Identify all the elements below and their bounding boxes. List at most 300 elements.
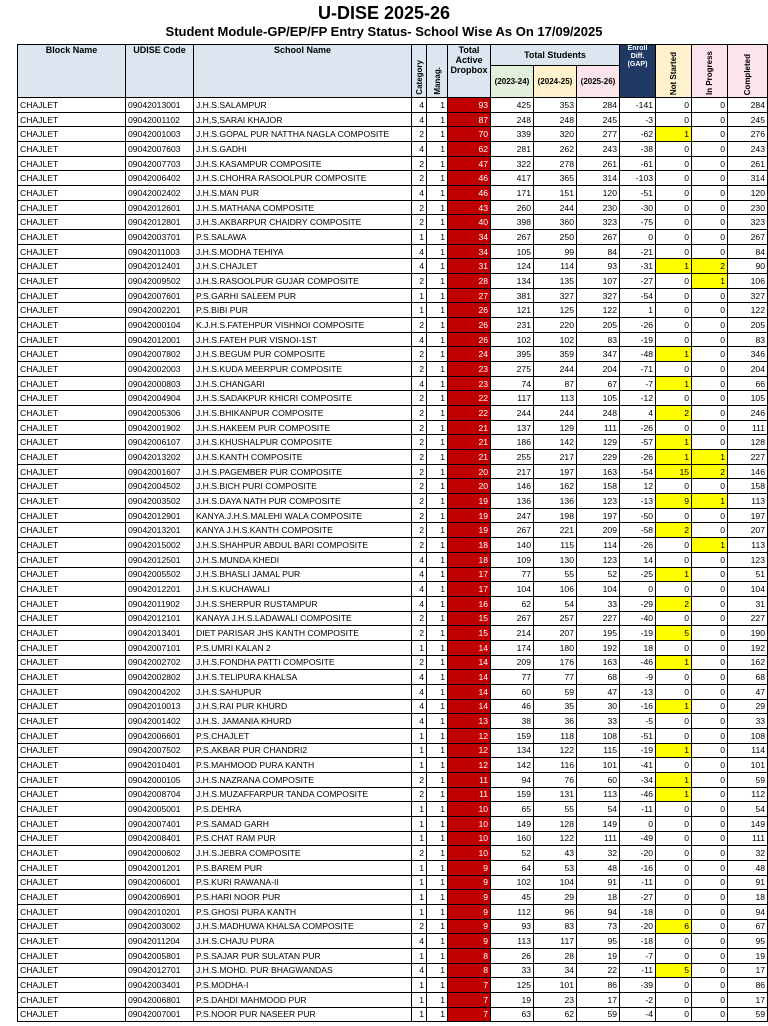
cell-students-2025-26: 91 [577,875,620,890]
cell-category: 2 [412,362,427,377]
cell-udise-code: 09042012001 [126,332,194,347]
table-row [18,978,768,993]
cell-udise-code: 09042002702 [126,655,194,670]
cell-management: 1 [427,1007,448,1022]
cell-block-name: CHAJLET [18,215,126,230]
cell-udise-code: 09042006901 [126,890,194,905]
cell-students-2024-25: 320 [534,127,577,142]
cell-management: 1 [427,655,448,670]
cell-school-name: J.H.S.MUNDA KHEDI [194,552,412,567]
cell-dropbox: 18 [448,538,491,553]
cell-enroll-gap: 4 [620,406,656,421]
cell-completed: 29 [728,699,768,714]
cell-management: 1 [427,684,448,699]
cell-students-2024-25: 59 [534,684,577,699]
cell-students-2024-25: 122 [534,831,577,846]
cell-completed: 59 [728,772,768,787]
cell-udise-code: 09042012901 [126,508,194,523]
cell-category: 2 [412,523,427,538]
cell-students-2025-26: 105 [577,391,620,406]
cell-completed: 86 [728,978,768,993]
cell-students-2025-26: 323 [577,215,620,230]
cell-management: 1 [427,332,448,347]
table-row [18,992,768,1007]
cell-block-name: CHAJLET [18,523,126,538]
cell-category: 2 [412,171,427,186]
cell-management: 1 [427,875,448,890]
cell-school-name: J.H.S.TELIPURA KHALSA [194,670,412,685]
cell-category: 4 [412,567,427,582]
cell-enroll-gap: -57 [620,435,656,450]
cell-block-name: CHAJLET [18,831,126,846]
cell-dropbox: 8 [448,948,491,963]
cell-in-progress: 0 [692,376,728,391]
cell-in-progress: 2 [692,259,728,274]
cell-udise-code: 09042012701 [126,963,194,978]
cell-block-name: CHAJLET [18,743,126,758]
cell-enroll-gap: -26 [620,538,656,553]
cell-in-progress: 0 [692,171,728,186]
cell-in-progress: 0 [692,699,728,714]
cell-students-2023-24: 60 [491,684,534,699]
cell-students-2024-25: 99 [534,244,577,259]
cell-completed: 120 [728,186,768,201]
cell-in-progress: 0 [692,215,728,230]
cell-management: 1 [427,450,448,465]
cell-students-2023-24: 136 [491,494,534,509]
cell-completed: 111 [728,420,768,435]
cell-students-2024-25: 244 [534,200,577,215]
cell-management: 1 [427,552,448,567]
cell-school-name: J.H.S.JEBRA COMPOSITE [194,846,412,861]
cell-dropbox: 19 [448,494,491,509]
cell-school-name: J.H.S.CHANGARI [194,376,412,391]
cell-students-2025-26: 209 [577,523,620,538]
cell-enroll-gap: -19 [620,743,656,758]
cell-students-2025-26: 129 [577,435,620,450]
cell-not-started: 0 [656,582,692,597]
cell-in-progress: 0 [692,435,728,450]
cell-students-2025-26: 123 [577,552,620,567]
cell-students-2024-25: 365 [534,171,577,186]
cell-enroll-gap: -50 [620,508,656,523]
cell-dropbox: 87 [448,112,491,127]
cell-not-started: 0 [656,611,692,626]
header-year-2025-26: (2025-26) [577,66,620,98]
cell-completed: 51 [728,567,768,582]
cell-enroll-gap: -13 [620,494,656,509]
cell-enroll-gap: -4 [620,1007,656,1022]
cell-students-2023-24: 160 [491,831,534,846]
cell-enroll-gap: -11 [620,963,656,978]
cell-category: 2 [412,391,427,406]
cell-udise-code: 09042013202 [126,450,194,465]
cell-students-2024-25: 55 [534,567,577,582]
cell-category: 4 [412,376,427,391]
cell-in-progress: 0 [692,992,728,1007]
cell-school-name: P.S.MODHA-I [194,978,412,993]
cell-in-progress: 0 [692,684,728,699]
cell-in-progress: 0 [692,156,728,171]
cell-dropbox: 34 [448,230,491,245]
cell-completed: 31 [728,596,768,611]
cell-management: 1 [427,98,448,113]
table-row [18,171,768,186]
cell-school-name: P.S.NOOR PUR NASEER PUR [194,1007,412,1022]
cell-block-name: CHAJLET [18,611,126,626]
cell-udise-code: 09042002003 [126,362,194,377]
cell-completed: 128 [728,435,768,450]
cell-completed: 314 [728,171,768,186]
cell-management: 1 [427,919,448,934]
cell-block-name: CHAJLET [18,728,126,743]
cell-udise-code: 09042012601 [126,200,194,215]
cell-completed: 190 [728,626,768,641]
cell-dropbox: 22 [448,406,491,421]
cell-students-2025-26: 277 [577,127,620,142]
cell-not-started: 1 [656,450,692,465]
cell-in-progress: 0 [692,978,728,993]
cell-block-name: CHAJLET [18,508,126,523]
cell-completed: 192 [728,640,768,655]
table-row [18,904,768,919]
cell-dropbox: 7 [448,978,491,993]
cell-category: 2 [412,508,427,523]
cell-students-2024-25: 104 [534,875,577,890]
cell-students-2024-25: 113 [534,391,577,406]
cell-not-started: 5 [656,626,692,641]
cell-completed: 246 [728,406,768,421]
cell-management: 1 [427,728,448,743]
cell-enroll-gap: -18 [620,904,656,919]
cell-management: 1 [427,860,448,875]
cell-students-2024-25: 102 [534,332,577,347]
cell-enroll-gap: -34 [620,772,656,787]
cell-in-progress: 1 [692,538,728,553]
table-row [18,655,768,670]
cell-completed: 158 [728,479,768,494]
cell-in-progress: 0 [692,142,728,157]
cell-block-name: CHAJLET [18,772,126,787]
cell-not-started: 0 [656,200,692,215]
cell-students-2024-25: 130 [534,552,577,567]
cell-category: 1 [412,288,427,303]
cell-dropbox: 93 [448,98,491,113]
cell-dropbox: 34 [448,244,491,259]
cell-completed: 106 [728,274,768,289]
cell-management: 1 [427,596,448,611]
cell-completed: 91 [728,875,768,890]
cell-students-2024-25: 244 [534,406,577,421]
cell-category: 2 [412,655,427,670]
cell-school-name: J.H.S.BEGUM PUR COMPOSITE [194,347,412,362]
cell-students-2023-24: 33 [491,963,534,978]
cell-udise-code: 09042011204 [126,934,194,949]
cell-dropbox: 9 [448,904,491,919]
cell-completed: 47 [728,684,768,699]
cell-not-started: 0 [656,802,692,817]
school-status-table [17,44,768,1022]
cell-udise-code: 09042005306 [126,406,194,421]
cell-school-name: J.H.S.KUDA MEERPUR COMPOSITE [194,362,412,377]
cell-block-name: CHAJLET [18,596,126,611]
cell-management: 1 [427,406,448,421]
cell-not-started: 0 [656,156,692,171]
cell-management: 1 [427,435,448,450]
cell-completed: 327 [728,288,768,303]
cell-completed: 267 [728,230,768,245]
cell-students-2023-24: 159 [491,787,534,802]
cell-students-2025-26: 114 [577,538,620,553]
cell-students-2025-26: 111 [577,420,620,435]
cell-category: 2 [412,435,427,450]
cell-students-2025-26: 245 [577,112,620,127]
cell-enroll-gap: -9 [620,670,656,685]
cell-not-started: 9 [656,494,692,509]
cell-school-name: P.S.KURI RAWANA-II [194,875,412,890]
cell-udise-code: 09042007101 [126,640,194,655]
cell-category: 2 [412,420,427,435]
cell-completed: 48 [728,860,768,875]
cell-students-2023-24: 425 [491,98,534,113]
cell-management: 1 [427,186,448,201]
cell-students-2024-25: 55 [534,802,577,817]
cell-udise-code: 09042009502 [126,274,194,289]
table-row [18,875,768,890]
cell-category: 4 [412,186,427,201]
cell-completed: 149 [728,816,768,831]
table-row [18,450,768,465]
cell-udise-code: 09042007001 [126,1007,194,1022]
cell-not-started: 0 [656,552,692,567]
cell-management: 1 [427,156,448,171]
header-total-students: Total Students [491,45,620,66]
cell-management: 1 [427,479,448,494]
cell-in-progress: 0 [692,288,728,303]
cell-dropbox: 14 [448,684,491,699]
cell-category: 4 [412,670,427,685]
cell-dropbox: 9 [448,860,491,875]
cell-students-2023-24: 64 [491,860,534,875]
cell-block-name: CHAJLET [18,655,126,670]
cell-not-started: 0 [656,978,692,993]
cell-students-2023-24: 267 [491,523,534,538]
cell-completed: 68 [728,670,768,685]
cell-block-name: CHAJLET [18,244,126,259]
cell-students-2024-25: 87 [534,376,577,391]
cell-category: 4 [412,244,427,259]
cell-enroll-gap: -41 [620,758,656,773]
cell-block-name: CHAJLET [18,552,126,567]
cell-block-name: CHAJLET [18,376,126,391]
cell-students-2024-25: 197 [534,464,577,479]
cell-udise-code: 09042011003 [126,244,194,259]
cell-udise-code: 09042005801 [126,948,194,963]
cell-management: 1 [427,714,448,729]
cell-enroll-gap: 1 [620,303,656,318]
cell-udise-code: 09042013201 [126,523,194,538]
cell-in-progress: 0 [692,552,728,567]
cell-udise-code: 09042001902 [126,420,194,435]
cell-udise-code: 09042006801 [126,992,194,1007]
cell-students-2024-25: 176 [534,655,577,670]
cell-students-2024-25: 96 [534,904,577,919]
table-row [18,714,768,729]
cell-students-2023-24: 142 [491,758,534,773]
cell-in-progress: 0 [692,391,728,406]
cell-management: 1 [427,230,448,245]
cell-school-name: J.H.S.MOHD. PUR BHAGWANDAS [194,963,412,978]
cell-not-started: 2 [656,596,692,611]
cell-dropbox: 23 [448,376,491,391]
cell-completed: 101 [728,758,768,773]
table-row [18,538,768,553]
cell-students-2023-24: 267 [491,230,534,245]
cell-students-2025-26: 107 [577,274,620,289]
cell-category: 2 [412,787,427,802]
cell-management: 1 [427,904,448,919]
cell-students-2023-24: 45 [491,890,534,905]
cell-management: 1 [427,464,448,479]
cell-completed: 17 [728,963,768,978]
table-row [18,200,768,215]
cell-management: 1 [427,802,448,817]
cell-students-2023-24: 217 [491,464,534,479]
cell-students-2023-24: 112 [491,904,534,919]
cell-not-started: 1 [656,699,692,714]
cell-udise-code: 09042006402 [126,171,194,186]
cell-students-2025-26: 115 [577,743,620,758]
cell-school-name: J.H.S.RAI PUR KHURD [194,699,412,714]
cell-category: 4 [412,332,427,347]
cell-enroll-gap: -11 [620,802,656,817]
table-row [18,332,768,347]
cell-block-name: CHAJLET [18,626,126,641]
cell-students-2025-26: 123 [577,494,620,509]
cell-enroll-gap: 0 [620,582,656,597]
cell-students-2023-24: 121 [491,303,534,318]
cell-block-name: CHAJLET [18,230,126,245]
cell-students-2025-26: 195 [577,626,620,641]
cell-enroll-gap: -7 [620,376,656,391]
table-row [18,831,768,846]
cell-category: 1 [412,904,427,919]
cell-block-name: CHAJLET [18,318,126,333]
cell-students-2023-24: 171 [491,186,534,201]
cell-not-started: 0 [656,934,692,949]
cell-dropbox: 26 [448,318,491,333]
cell-udise-code: 09042005001 [126,802,194,817]
cell-udise-code: 09042000105 [126,772,194,787]
cell-block-name: CHAJLET [18,435,126,450]
cell-school-name: P.S.CHAJLET [194,728,412,743]
cell-students-2025-26: 73 [577,919,620,934]
cell-category: 2 [412,919,427,934]
table-row [18,846,768,861]
cell-udise-code: 09042012801 [126,215,194,230]
cell-enroll-gap: -40 [620,611,656,626]
cell-students-2025-26: 95 [577,934,620,949]
cell-udise-code: 09042007802 [126,347,194,362]
cell-block-name: CHAJLET [18,156,126,171]
cell-block-name: CHAJLET [18,934,126,949]
cell-completed: 67 [728,919,768,934]
cell-dropbox: 62 [448,142,491,157]
cell-dropbox: 47 [448,156,491,171]
table-row [18,948,768,963]
table-row [18,684,768,699]
cell-udise-code: 09042001402 [126,714,194,729]
cell-students-2023-24: 417 [491,171,534,186]
cell-students-2025-26: 84 [577,244,620,259]
cell-completed: 108 [728,728,768,743]
cell-management: 1 [427,347,448,362]
cell-dropbox: 17 [448,567,491,582]
table-row [18,567,768,582]
cell-not-started: 0 [656,904,692,919]
cell-school-name: J.H.S.MAN PUR [194,186,412,201]
cell-not-started: 0 [656,508,692,523]
cell-udise-code: 09042000104 [126,318,194,333]
header-udise-code: UDISE Code [126,45,194,98]
cell-students-2023-24: 248 [491,112,534,127]
cell-in-progress: 0 [692,508,728,523]
cell-students-2025-26: 248 [577,406,620,421]
cell-block-name: CHAJLET [18,171,126,186]
cell-block-name: CHAJLET [18,978,126,993]
cell-block-name: CHAJLET [18,992,126,1007]
cell-students-2025-26: 205 [577,318,620,333]
cell-enroll-gap: -71 [620,362,656,377]
cell-enroll-gap: 12 [620,479,656,494]
cell-management: 1 [427,934,448,949]
cell-in-progress: 0 [692,200,728,215]
cell-category: 2 [412,538,427,553]
cell-students-2023-24: 105 [491,244,534,259]
cell-category: 2 [412,772,427,787]
cell-in-progress: 0 [692,318,728,333]
cell-school-name: P.S.SAMAD GARH [194,816,412,831]
cell-completed: 276 [728,127,768,142]
cell-students-2025-26: 230 [577,200,620,215]
cell-dropbox: 15 [448,626,491,641]
cell-dropbox: 14 [448,670,491,685]
cell-students-2024-25: 180 [534,640,577,655]
table-row [18,391,768,406]
cell-in-progress: 1 [692,494,728,509]
cell-enroll-gap: 0 [620,816,656,831]
cell-in-progress: 0 [692,846,728,861]
cell-management: 1 [427,846,448,861]
cell-students-2023-24: 77 [491,567,534,582]
cell-not-started: 0 [656,332,692,347]
cell-students-2023-24: 137 [491,420,534,435]
cell-block-name: CHAJLET [18,391,126,406]
cell-students-2024-25: 207 [534,626,577,641]
cell-completed: 243 [728,142,768,157]
header-management: Manag. [432,67,442,95]
cell-students-2024-25: 151 [534,186,577,201]
table-row [18,215,768,230]
cell-not-started: 0 [656,186,692,201]
cell-management: 1 [427,567,448,582]
table-row [18,274,768,289]
cell-school-name: J.H.S.RASOOLPUR GUJAR COMPOSITE [194,274,412,289]
cell-students-2024-25: 262 [534,142,577,157]
table-row [18,523,768,538]
table-row [18,112,768,127]
cell-udise-code: 09042007502 [126,743,194,758]
